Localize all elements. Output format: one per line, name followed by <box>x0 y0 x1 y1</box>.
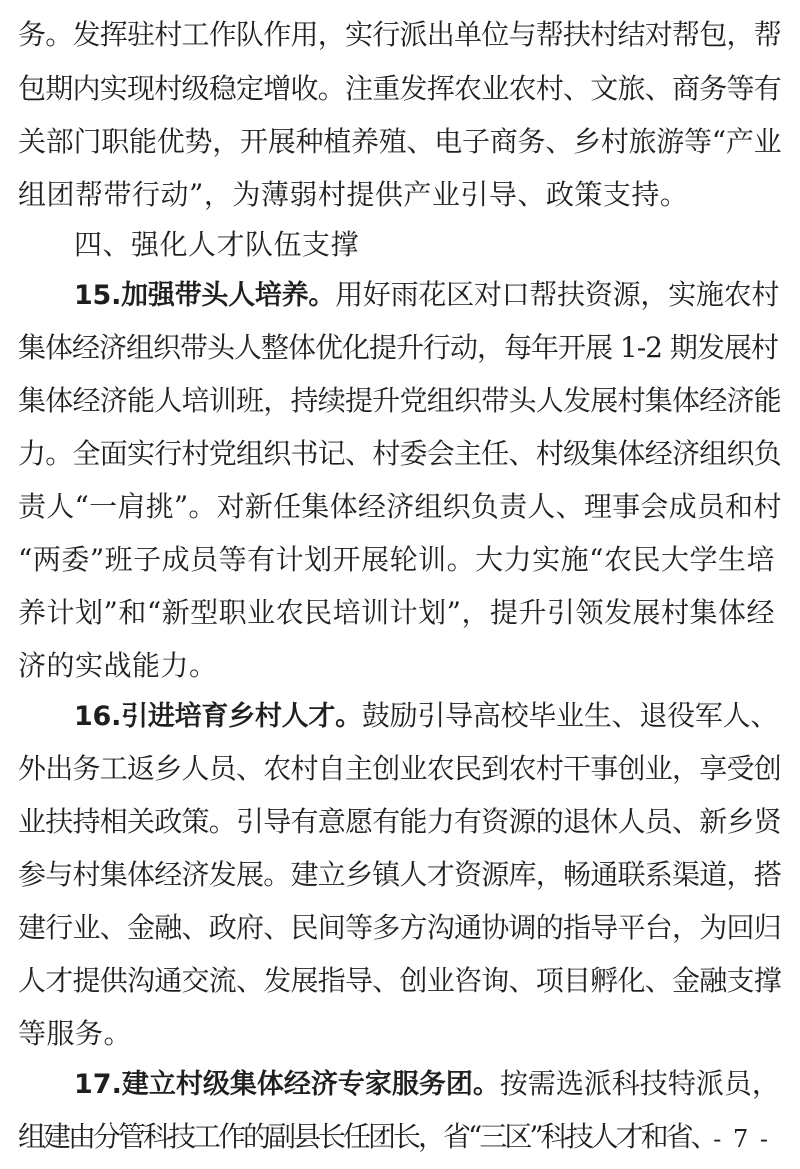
text-line: 养计划”和“新型职业农民培训计划”，提升引领发展村集体经 <box>18 596 775 629</box>
text-line: 建行业、金融、政府、民间等多方沟通协调的指导平台，为回归 <box>18 911 782 944</box>
item-15-text: 用好雨花区对口帮扶资源，实施农村 <box>335 278 780 311</box>
item-16-title: 16.引进培育乡村人才。 <box>74 701 362 732</box>
item-17-title: 17.建立村级集体经济专家服务团。 <box>74 1069 500 1100</box>
text-line: 外出务工返乡人员、农村自主创业农民到农村干事创业，享受创 <box>18 752 782 785</box>
text-line: 济的实战能力。 <box>18 649 218 682</box>
text-line: 组建由分管科技工作的副县长任团长，省“三区”科技人才和省、 <box>18 1120 716 1153</box>
text-line: 包期内实现村级稳定增收。注重发挥农业农村、文旅、商务等有 <box>18 72 782 105</box>
text-line: 力。全面实行村党组织书记、村委会主任、村级集体经济组织负 <box>18 437 782 470</box>
text-line: 业扶持相关政策。引导有意愿有能力有资源的退休人员、新乡贤 <box>18 805 782 838</box>
text-line: “两委”班子成员等有计划开展轮训。大力实施“农民大学生培 <box>18 543 775 576</box>
text-line: 等服务。 <box>18 1017 133 1050</box>
item-15-title: 15.加强带头人培养。 <box>74 280 336 311</box>
text-line: 关部门职能优势，开展种植养殖、电子商务、乡村旅游等“产业 <box>18 125 782 158</box>
text-line: 人才提供沟通交流、发展指导、创业咨询、项目孵化、金融支撑 <box>18 964 782 997</box>
item-17-text: 按需选派科技特派员， <box>499 1067 780 1100</box>
text-line: 参与村集体经济发展。建立乡镇人才资源库，畅通联系渠道，搭 <box>18 858 782 891</box>
page-number: - 7 - <box>713 1125 770 1153</box>
item-16-text: 鼓励引导高校毕业生、退役军人、 <box>361 699 779 732</box>
text-line: 组团帮带行动”，为薄弱村提供产业引导、政策支持。 <box>18 178 689 211</box>
text-line: 务。发挥驻村工作队作用，实行派出单位与帮扶村结对帮包，帮 <box>18 18 782 51</box>
text-line: 集体经济能人培训班，持续提升党组织带头人发展村集体经济能 <box>18 384 782 417</box>
text-line: 责人“一肩挑”。对新任集体经济组织负责人、理事会成员和村 <box>18 490 782 523</box>
item-17-first-line <box>74 1061 784 1107</box>
section-heading: 四、强化人才队伍支撑 <box>74 228 360 261</box>
text-line: 集体经济组织带头人整体优化提升行动，每年开展 1-2 期发展村 <box>18 331 778 364</box>
item-16-first-line <box>74 693 784 739</box>
item-15-first-line <box>74 272 784 318</box>
